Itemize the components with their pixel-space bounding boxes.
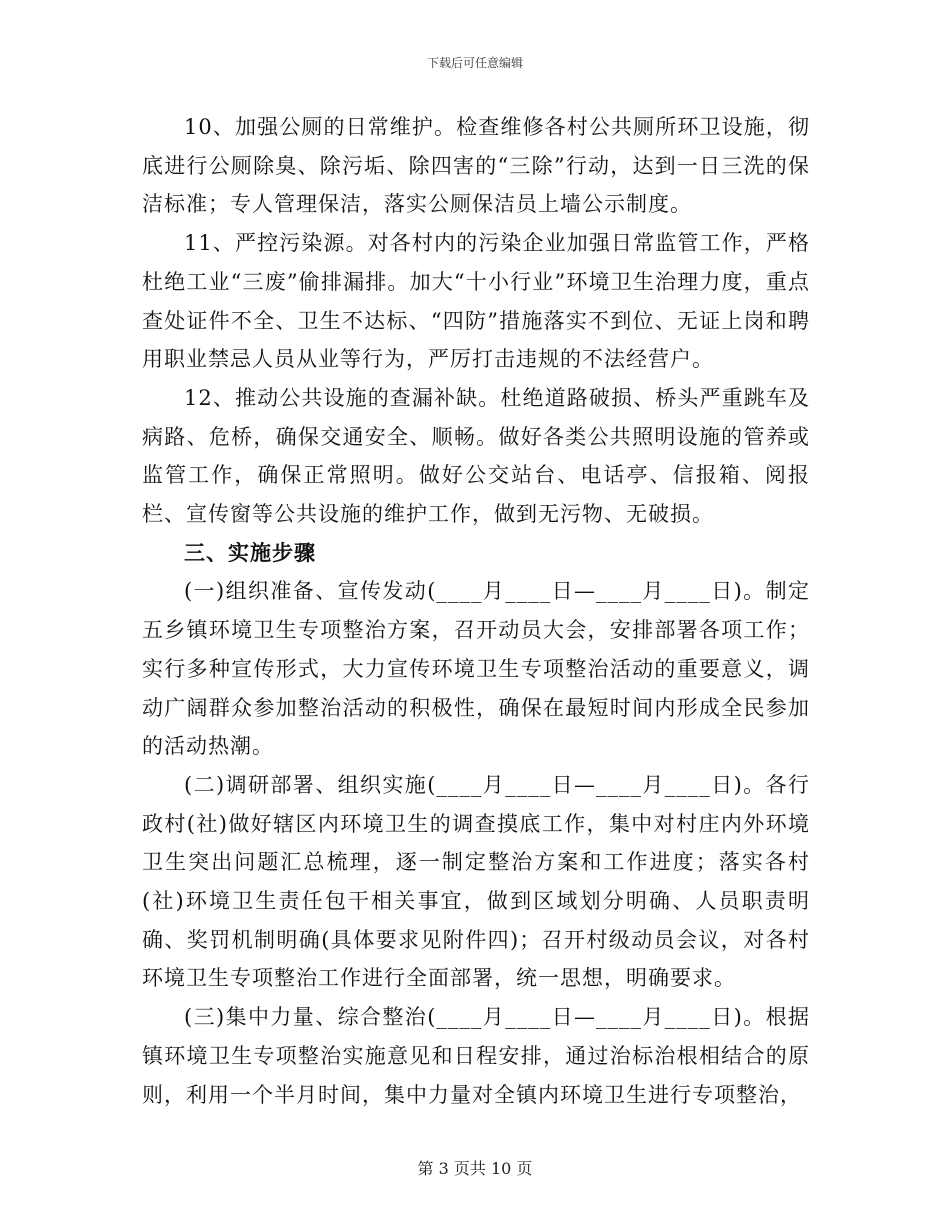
section-heading: 三、实施步骤 <box>184 539 316 565</box>
page-header-note: 下载后可任意编辑 <box>426 56 523 70</box>
document-body <box>142 108 810 1114</box>
step-paragraph-3: (三)集中力量、综合整治(____月____日—____月____日)。根据镇环境卫生专项整治实施意见和日程安排，通过治标治根相结合的原则，利用一个半月时间，集中力量对全镇内环境卫生进行专项整治， <box>142 1005 810 1107</box>
paragraph-item-10: 10、加强公厕的日常维护。检查维修各村公共厕所环卫设施，彻底进行公厕除臭、除污垢、除四害的“三除”行动，达到一日三洗的保洁标准；专人管理保洁，落实公厕保洁员上墙公示制度。 <box>142 115 810 217</box>
paragraph-item-12: 12、推动公共设施的查漏补缺。杜绝道路破损、桥头严重跳车及病路、危桥，确保交通安全、顺畅。做好各类公共照明设施的管养或监管工作，确保正常照明。做好公交站台、电话亭、信报箱、阅报栏、宣传窗等公共设施的维护工作，做到无污物、无破损。 <box>142 385 810 527</box>
step-paragraph-2: (二)调研部署、组织实施(____月____日—____月____日)。各行政村(社)做好辖区内环境卫生的调查摸底工作，集中对村庄内外环境卫生突出问题汇总梳理，逐一制定整治方案和工作进度；落实各村(社)环境卫生责任包干相关事宜，做到区域划分明确、人员职责明确、奖罚机制明确(具体要求见附件四)；召开村级动员会议，对各村环境卫生专项整治工作进行全面部署，统一思想，明确要求。 <box>142 772 810 991</box>
paragraph-item-11: 11、严控污染源。对各村内的污染企业加强日常监管工作，严格杜绝工业“三废”偷排漏排。加大“十小行业”环境卫生治理力度，重点查处证件不全、卫生不达标、“四防”措施落实不到位、无证上岗和聘用职业禁忌人员从业等行为，严厉打击违规的不法经营户。 <box>142 231 810 372</box>
page-footer-number: 第 3 页共 10 页 <box>417 1159 533 1178</box>
step-paragraph-1: (一)组织准备、宣传发动(____月____日—____月____日)。制定五乡镇环境卫生专项整治方案，召开动员大会，安排部署各项工作；实行多种宣传形式，大力宣传环境卫生专项整治活动的重要意义，调动广阔群众参加整治活动的积极性，确保在最短时间内形成全民参加的活动热潮。 <box>142 579 810 759</box>
